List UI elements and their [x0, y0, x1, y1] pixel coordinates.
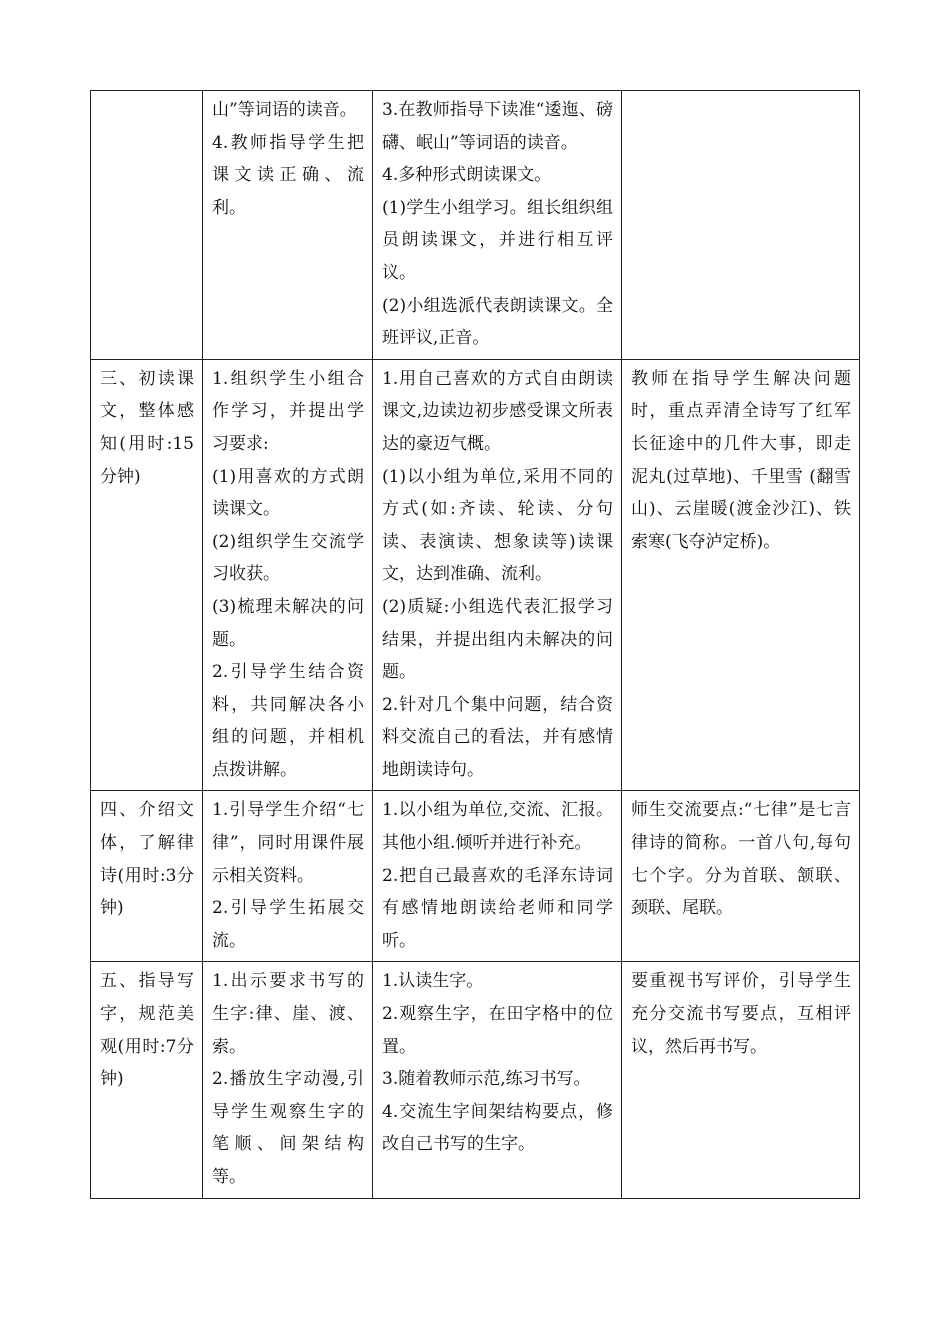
lesson-plan-table	[90, 90, 860, 1199]
student-activity-cell	[373, 359, 622, 791]
teacher-paragraph: 2.播放生字动漫,引导学生观察生字的笔顺、间架结构等。	[212, 1069, 364, 1187]
teacher-activity-cell	[203, 962, 373, 1198]
student-paragraph: 1.用自己喜欢的方式自由朗读课文,边读边初步感受课文所表达的豪迈气概。	[382, 368, 613, 454]
student-paragraph: 2.针对几个集中问题，结合资料交流自己的看法，并有感情地朗读诗句。	[382, 694, 613, 780]
student-activity-cell	[373, 962, 622, 1198]
stage-paragraph: 五、指导写字，规范美观(用时:7分钟)	[100, 971, 194, 1090]
student-paragraph: 4.多种形式朗读课文。	[382, 165, 552, 186]
design-note-cell	[622, 962, 860, 1198]
stage-cell	[91, 962, 203, 1198]
student-paragraph: 2.把自己最喜欢的毛泽东诗词有感情地朗读给老师和同学听。	[382, 865, 613, 951]
teacher-paragraph: 2.引导学生拓展交流。	[212, 898, 364, 951]
teacher-paragraph: 2.引导学生结合资料，共同解决各小组的问题，并相机点拨讲解。	[212, 662, 364, 780]
note-paragraph: 要重视书写评价，引导学生充分交流书写要点，互相评议，然后再书写。	[631, 971, 851, 1057]
student-activity-cell	[373, 91, 622, 360]
note-paragraph: 教师在指导学生解决问题时，重点弄清全诗写了红军长征途中的几件大事，即走泥丸(过草地)、千里雪 (翻雪山)、云崖暖(渡金沙江)、铁索寒(飞夺泸定桥)。	[631, 368, 851, 552]
teacher-paragraph: (3)梳理未解决的问题。	[212, 596, 364, 650]
stage-cell	[91, 359, 203, 791]
student-paragraph: 1.以小组为单位,交流、汇报。其他小组.倾听并进行补充。	[382, 800, 613, 854]
teacher-paragraph: 山”等词语的读音。	[212, 100, 357, 120]
student-paragraph: 2.观察生字，在田字格中的位置。	[382, 1004, 613, 1057]
teacher-paragraph: 1.组织学生小组合作学习，并提出学习要求:	[212, 368, 364, 454]
stage-cell	[91, 91, 203, 360]
design-note-cell	[622, 791, 860, 962]
student-paragraph: (2)小组选派代表朗读课文。全班评议,正音。	[382, 295, 613, 349]
design-note-cell	[622, 91, 860, 360]
table-row	[91, 359, 860, 791]
student-paragraph: (1)以小组为单位,采用不同的方式(如:齐读、轮读、分句读、表演读、想象读等)读课文，达到准确、流利。	[382, 466, 613, 585]
teacher-activity-cell	[203, 359, 373, 791]
teacher-paragraph: (1)用喜欢的方式朗读课文。	[212, 466, 364, 520]
teacher-paragraph: (2)组织学生交流学习收获。	[212, 531, 364, 585]
note-paragraph: 师生交流要点:“七律”是七言律诗的简称。一首八句,每句七个字。分为首联、颔联、颈联、尾联。	[631, 800, 851, 919]
design-note-cell	[622, 359, 860, 791]
table-row	[91, 791, 860, 962]
teacher-activity-cell	[203, 791, 373, 962]
student-paragraph: (2)质疑:小组选代表汇报学习结果，并提出组内未解决的问题。	[382, 596, 613, 683]
table-row	[91, 962, 860, 1198]
stage-cell	[91, 791, 203, 962]
student-paragraph: (1)学生小组学习。组长组织组员朗读课文，并进行相互评议。	[382, 197, 613, 283]
student-paragraph: 3.随着教师示范,练习书写。	[382, 1069, 591, 1090]
student-paragraph: 1.认读生字。	[382, 971, 484, 992]
table-row	[91, 91, 860, 360]
teacher-paragraph: 1.引导学生介绍“七律”，同时用课件展示相关资料。	[212, 800, 364, 886]
stage-paragraph: 四、介绍文体，了解律诗(用时:3分钟)	[100, 800, 194, 919]
stage-paragraph: 三、初读课文，整体感知(用时:15分钟)	[100, 368, 194, 487]
teacher-paragraph: 1.出示要求书写的生字:律、崖、渡、索。	[212, 971, 364, 1057]
student-paragraph: 4.交流生字间架结构要点，修改自己书写的生字。	[382, 1101, 613, 1155]
teacher-paragraph: 4.教师指导学生把课文读正确、流利。	[212, 132, 364, 218]
teacher-activity-cell	[203, 91, 373, 360]
student-activity-cell	[373, 791, 622, 962]
student-paragraph: 3.在教师指导下读准“逶迤、磅礴、岷山”等词语的读音。	[382, 100, 613, 153]
